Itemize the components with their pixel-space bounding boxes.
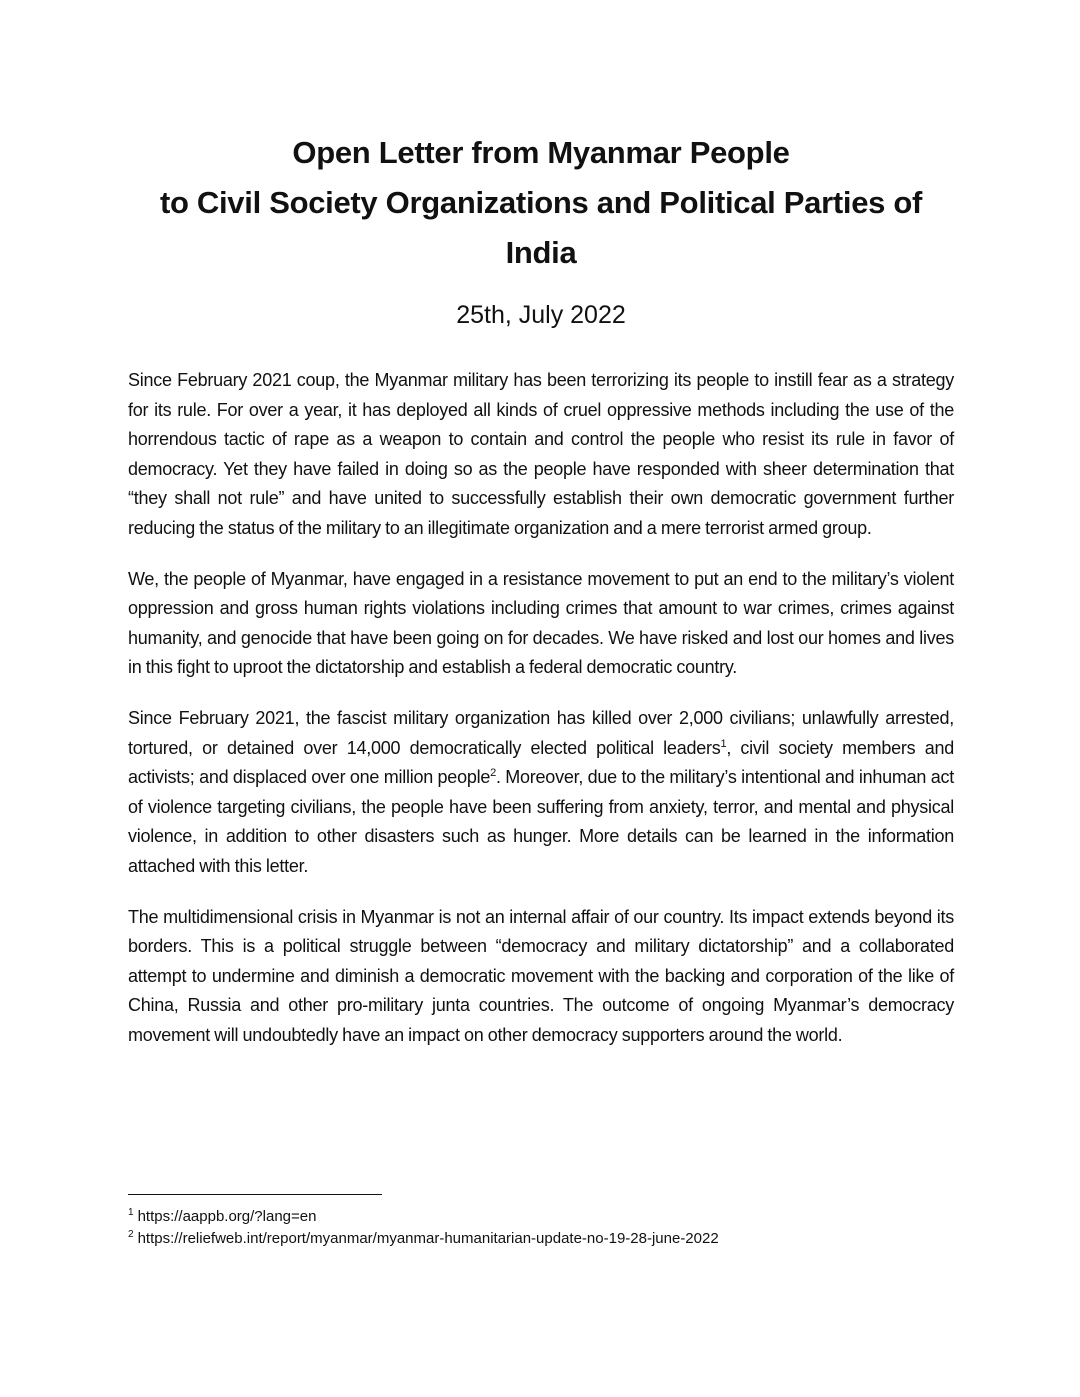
letter-body xyxy=(128,366,954,1071)
page-title xyxy=(128,128,954,278)
title-line-1: Open Letter from Myanmar People xyxy=(292,135,790,170)
footnote-2 xyxy=(128,1228,954,1250)
paragraph-3-part-3: . Moreover, due to the military’s intentional and inhuman act of violence targeting civilians, the people have been suffering from anxiety, terror, and mental and physical violence, in addition to other disasters such as hunger. More details can be learned in the information attached with this letter. xyxy=(128,767,955,876)
letter-date: 25th, July 2022 xyxy=(456,301,626,329)
paragraph-3-part-2: , civil society members and activists; and displaced over one million people xyxy=(128,737,954,788)
footnote-ref-2[interactable]: 2 xyxy=(490,767,496,780)
paragraph-3 xyxy=(128,704,954,882)
paragraph-1: Since February 2021 coup, the Myanmar military has been terrorizing its people to instill fear as a strategy for its rule. For over a year, it has deployed all kinds of cruel oppressive methods including the use of the horrendous tactic of rape as a weapon to contain and control the people who resist its rule in favor of democracy. Yet they have failed in doing so as the people have responded with sheer determination that “they shall not rule” and have united to successfully establish their own democratic government further reducing the status of the military to an illegitimate organization and a mere terrorist armed group. xyxy=(128,370,954,538)
title-line-3: India xyxy=(505,235,577,270)
footnote-divider xyxy=(128,1194,382,1195)
title-line-2: to Civil Society Organizations and Political Parties of xyxy=(159,185,923,220)
footnote-number: 1 xyxy=(128,1207,134,1218)
footnote-1 xyxy=(128,1206,954,1228)
paragraph-2: We, the people of Myanmar, have engaged in a resistance movement to put an end to the military’s violent oppression and gross human rights violations including crimes that amount to war crimes, crimes against humanity, and genocide that have been going on for decades. We have risked and lost our homes and lives in this fight to uproot the dictatorship and establish a federal democratic country. xyxy=(128,568,954,678)
footnote-link[interactable]: https://aappb.org/?lang=en xyxy=(137,1208,317,1225)
paragraph-3-part-1: Since February 2021, the fascist military organization has killed over 2,000 civilians; unlawfully arrested, tortured, or detained over 14,000 democratically elected political leaders xyxy=(128,707,954,758)
paragraph-4: The multidimensional crisis in Myanmar is not an internal affair of our country. Its impact extends beyond its borders. This is a political struggle between “democracy and military dictatorship” and a collaborated attempt to undermine and diminish a democratic movement with the backing and corporation of the like of China, Russia and other pro-military junta countries. The outcome of ongoing Myanmar’s democracy movement will undoubtedly have an impact on other democracy supporters around the world. xyxy=(128,906,954,1045)
footnote-link[interactable]: https://reliefweb.int/report/myanmar/myanmar-humanitarian-update-no-19-28-june-2022 xyxy=(137,1230,719,1247)
footnote-number: 2 xyxy=(128,1229,134,1240)
footnotes xyxy=(128,1206,954,1250)
footnote-ref-1[interactable]: 1 xyxy=(720,737,727,750)
